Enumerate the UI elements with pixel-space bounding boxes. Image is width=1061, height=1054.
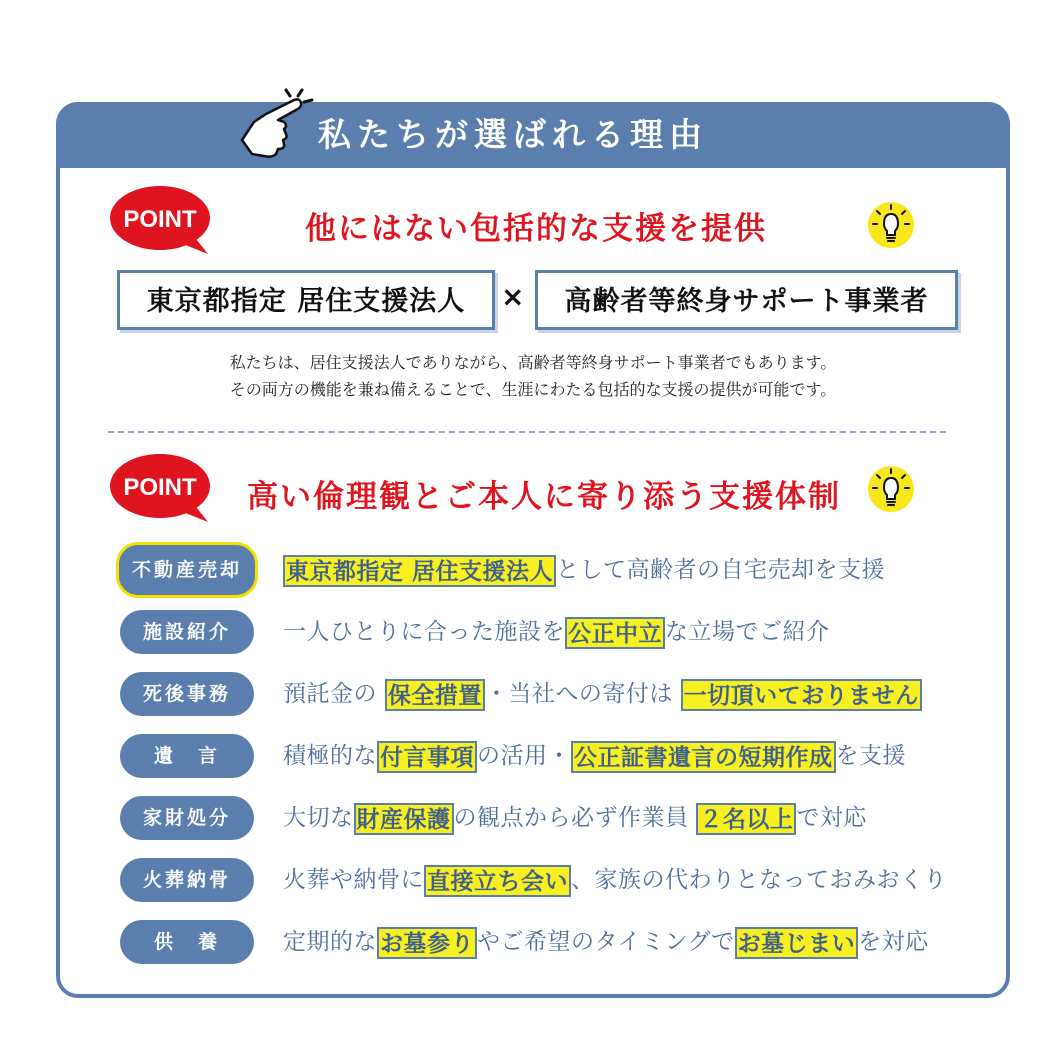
highlight: 直接立ち会い — [424, 865, 571, 897]
service-desc-belongings: 大切な 財産保護 の観点から必ず作業員 ２名以上 で対応 — [283, 800, 867, 836]
highlight: お墓じまい — [735, 927, 859, 959]
point1-desc-line1: 私たちは、居住支援法人でありながら、高齢者等終身サポート事業者でもあります。 — [229, 353, 837, 372]
svg-text:POINT: POINT — [123, 206, 197, 233]
highlight: 保全措置 — [385, 679, 485, 711]
highlight: 東京都指定 居住支援法人 — [283, 555, 556, 587]
highlight: 公正証書遺言の短期作成 — [571, 741, 836, 773]
highlight: お墓参り — [377, 927, 477, 959]
service-desc-facility: 一人ひとりに合った施設を 公正中立 な立場でご紹介 — [283, 614, 830, 650]
highlight: 公正中立 — [565, 617, 665, 649]
service-desc-real-estate: 東京都指定 居住支援法人 として高齢者の自宅売却を支援 — [283, 552, 885, 588]
highlight: 一切頂いておりません — [681, 679, 922, 711]
service-desc-posthumous: 預託金の 保全措置 ・当社への寄付は 一切頂いておりません — [283, 676, 922, 712]
page-title: 私たちが選ばれる理由 — [318, 115, 708, 154]
point1-desc-line2: その両方の機能を兼ね備えることで、生涯にわたる包括的な支援の提供が可能です。 — [229, 380, 837, 399]
svg-text:POINT: POINT — [123, 474, 197, 501]
lightbulb-icon — [866, 464, 916, 514]
service-desc-memorial: 定期的な お墓参り やご希望のタイミングで お墓じまい を対応 — [283, 924, 929, 960]
highlight: 財産保護 — [354, 803, 454, 835]
point1-title: 他にはない包括的な支援を提供 — [305, 211, 767, 247]
service-label-belongings: 家財処分 — [120, 796, 254, 840]
service-label-will: 遺 言 — [120, 734, 254, 778]
lightbulb-icon — [866, 200, 916, 250]
service-label-memorial: 供 養 — [120, 920, 254, 964]
pointing-hand-icon — [232, 88, 316, 166]
service-label-cremation: 火葬納骨 — [120, 858, 254, 902]
service-desc-will: 積極的な 付言事項 の活用・ 公正証書遺言の短期作成 を支援 — [283, 738, 906, 774]
service-label-real-estate: 不動産売却 — [116, 542, 258, 598]
highlight: ２名以上 — [696, 803, 796, 835]
point-badge-2 — [108, 452, 216, 526]
point-badge-1 — [108, 184, 216, 258]
residence-support-corp-box: 東京都指定 居住支援法人 — [117, 270, 495, 330]
service-label-facility: 施設紹介 — [120, 610, 254, 654]
elderly-support-provider-box: 高齢者等終身サポート事業者 — [535, 270, 958, 330]
point2-title: 高い倫理観とご本人に寄り添う支援体制 — [247, 479, 841, 515]
times-symbol: × — [501, 280, 525, 313]
highlight: 付言事項 — [377, 741, 477, 773]
section-divider — [108, 431, 946, 433]
service-desc-cremation: 火葬や納骨に 直接立ち会い 、家族の代わりとなっておみおくり — [283, 862, 947, 898]
service-label-posthumous: 死後事務 — [120, 672, 254, 716]
